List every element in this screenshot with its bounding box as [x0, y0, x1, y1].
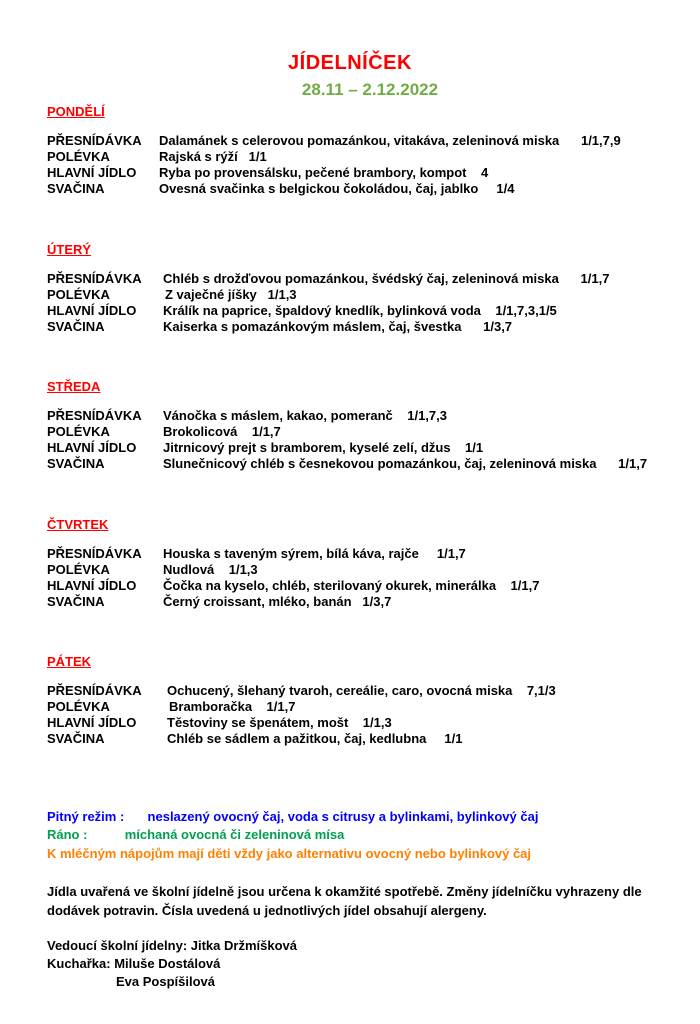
day-section-friday	[47, 654, 667, 747]
meal-row-main	[47, 165, 667, 181]
meal-row-main	[47, 578, 667, 594]
day-name: PÁTEK	[47, 654, 92, 669]
meal-row-main	[47, 715, 667, 731]
meal-label: PŘESNÍDÁVKA	[47, 408, 142, 423]
meal-description: Z vaječné jíšky 1/1,3	[165, 287, 297, 302]
meal-description: Bramboračka 1/1,7	[169, 699, 296, 714]
meal-description: Kaiserka s pomazánkovým máslem, čaj, švestka 1/3,7	[163, 319, 513, 334]
cook-signature: Kuchařka: Miluše Dostálová	[47, 956, 221, 971]
meal-label: HLAVNÍ JÍDLO	[47, 715, 137, 730]
cook-signature-second: Eva Pospíšilová	[116, 974, 215, 989]
meal-label: POLÉVKA	[47, 699, 110, 714]
menu-date-range: 28.11 – 2.12.2022	[301, 80, 439, 99]
meal-row-soup	[47, 287, 667, 303]
meal-description: Rajská s rýží 1/1	[159, 149, 267, 164]
meal-description: Králík na paprice, špaldový knedlík, bylinková voda 1/1,7,3,1/5	[163, 303, 557, 318]
drinks-text: neslazený ovocný čaj, voda s citrusy a bylinkami, bylinkový čaj	[147, 809, 539, 824]
meal-row-snack-afternoon	[47, 181, 667, 197]
meal-label: SVAČINA	[47, 456, 105, 471]
meal-description: Ochucený, šlehaný tvaroh, cereálie, caro, ovocná miska 7,1/3	[167, 683, 556, 698]
meal-row-snack-afternoon	[47, 319, 667, 335]
meal-row-snack-morning	[47, 683, 667, 699]
meal-label: SVAČINA	[47, 181, 105, 196]
meal-label: PŘESNÍDÁVKA	[47, 133, 142, 148]
day-section-wednesday	[47, 379, 667, 472]
meal-description: Čočka na kyselo, chléb, sterilovaný okurek, minerálka 1/1,7	[163, 578, 540, 593]
meal-description: Brokolicová 1/1,7	[163, 424, 281, 439]
meal-label: POLÉVKA	[47, 562, 110, 577]
meal-description: Ovesná svačinka s belgickou čokoládou, čaj, jablko 1/4	[159, 181, 515, 196]
meal-row-main	[47, 440, 667, 456]
meal-description: Vánočka s máslem, kakao, pomeranč 1/1,7,3	[163, 408, 447, 423]
meal-label: SVAČINA	[47, 594, 105, 609]
meal-label: SVAČINA	[47, 319, 105, 334]
menu-title: JÍDELNÍČEK	[288, 52, 412, 74]
meal-row-snack-afternoon	[47, 731, 667, 747]
morning-note	[47, 826, 344, 843]
meal-label: PŘESNÍDÁVKA	[47, 546, 142, 561]
meal-description: Ryba po provensálsku, pečené brambory, kompot 4	[159, 165, 489, 180]
meal-row-main	[47, 303, 667, 319]
meal-row-soup	[47, 562, 667, 578]
meal-label: HLAVNÍ JÍDLO	[47, 440, 137, 455]
day-name: ÚTERÝ	[47, 242, 92, 257]
meal-row-snack-afternoon	[47, 594, 667, 610]
meal-row-snack-afternoon	[47, 456, 667, 472]
meal-description: Jitrnicový prejt s bramborem, kyselé zelí, džus 1/1	[163, 440, 484, 455]
meal-row-snack-morning	[47, 546, 667, 562]
meal-description: Slunečnicový chléb s česnekovou pomazánkou, čaj, zeleninová miska 1/1,7	[163, 456, 648, 471]
meal-description: Chléb se sádlem a pažitkou, čaj, kedlubna 1/1	[167, 731, 463, 746]
meal-label: HLAVNÍ JÍDLO	[47, 165, 137, 180]
head-of-canteen: Vedoucí školní jídelny: Jitka Držmíšková	[47, 938, 297, 953]
meal-label: SVAČINA	[47, 731, 105, 746]
day-section-tuesday	[47, 242, 667, 335]
meal-label: POLÉVKA	[47, 424, 110, 439]
day-name: STŘEDA	[47, 379, 101, 394]
meal-label: PŘESNÍDÁVKA	[47, 271, 142, 286]
meal-description: Nudlová 1/1,3	[163, 562, 258, 577]
meal-label: HLAVNÍ JÍDLO	[47, 303, 137, 318]
meal-row-snack-morning	[47, 133, 667, 149]
day-name: PONDĚLÍ	[47, 104, 105, 119]
day-name: ČTVRTEK	[47, 517, 109, 532]
milk-drinks-note: K mléčným nápojům mají děti vždy jako alternativu ovocný nebo bylinkový čaj	[47, 846, 532, 861]
meal-label: POLÉVKA	[47, 149, 110, 164]
meal-row-soup	[47, 699, 667, 715]
meal-label: POLÉVKA	[47, 287, 110, 302]
meal-description: Dalamánek s celerovou pomazánkou, vitakáva, zeleninová miska 1/1,7,9	[159, 133, 621, 148]
morning-text: míchaná ovocná či zeleninová mísa	[124, 827, 345, 842]
meal-row-soup	[47, 149, 667, 165]
allergen-disclaimer: Jídla uvařená ve školní jídelně jsou určena k okamžité spotřebě. Změny jídelníčku vyhrazeny dle dodávek potravin. Čísla uvedená u jednotlivých jídel obsahují alergeny.	[47, 884, 642, 918]
meal-description: Houska s taveným sýrem, bílá káva, rajče 1/1,7	[163, 546, 466, 561]
meal-description: Černý croissant, mléko, banán 1/3,7	[163, 594, 392, 609]
meal-label: HLAVNÍ JÍDLO	[47, 578, 137, 593]
morning-label: Ráno :	[47, 827, 88, 842]
meal-label: PŘESNÍDÁVKA	[47, 683, 142, 698]
drinks-note	[47, 808, 538, 825]
day-section-thursday	[47, 517, 667, 610]
drinks-label: Pitný režim :	[47, 809, 125, 824]
meal-description: Těstoviny se špenátem, mošt 1/1,3	[167, 715, 392, 730]
meal-description: Chléb s drožďovou pomazánkou, švédský čaj, zeleninová miska 1/1,7	[163, 271, 610, 286]
meal-row-snack-morning	[47, 408, 667, 424]
meal-row-snack-morning	[47, 271, 667, 287]
day-section-monday	[47, 104, 667, 197]
meal-row-soup	[47, 424, 667, 440]
